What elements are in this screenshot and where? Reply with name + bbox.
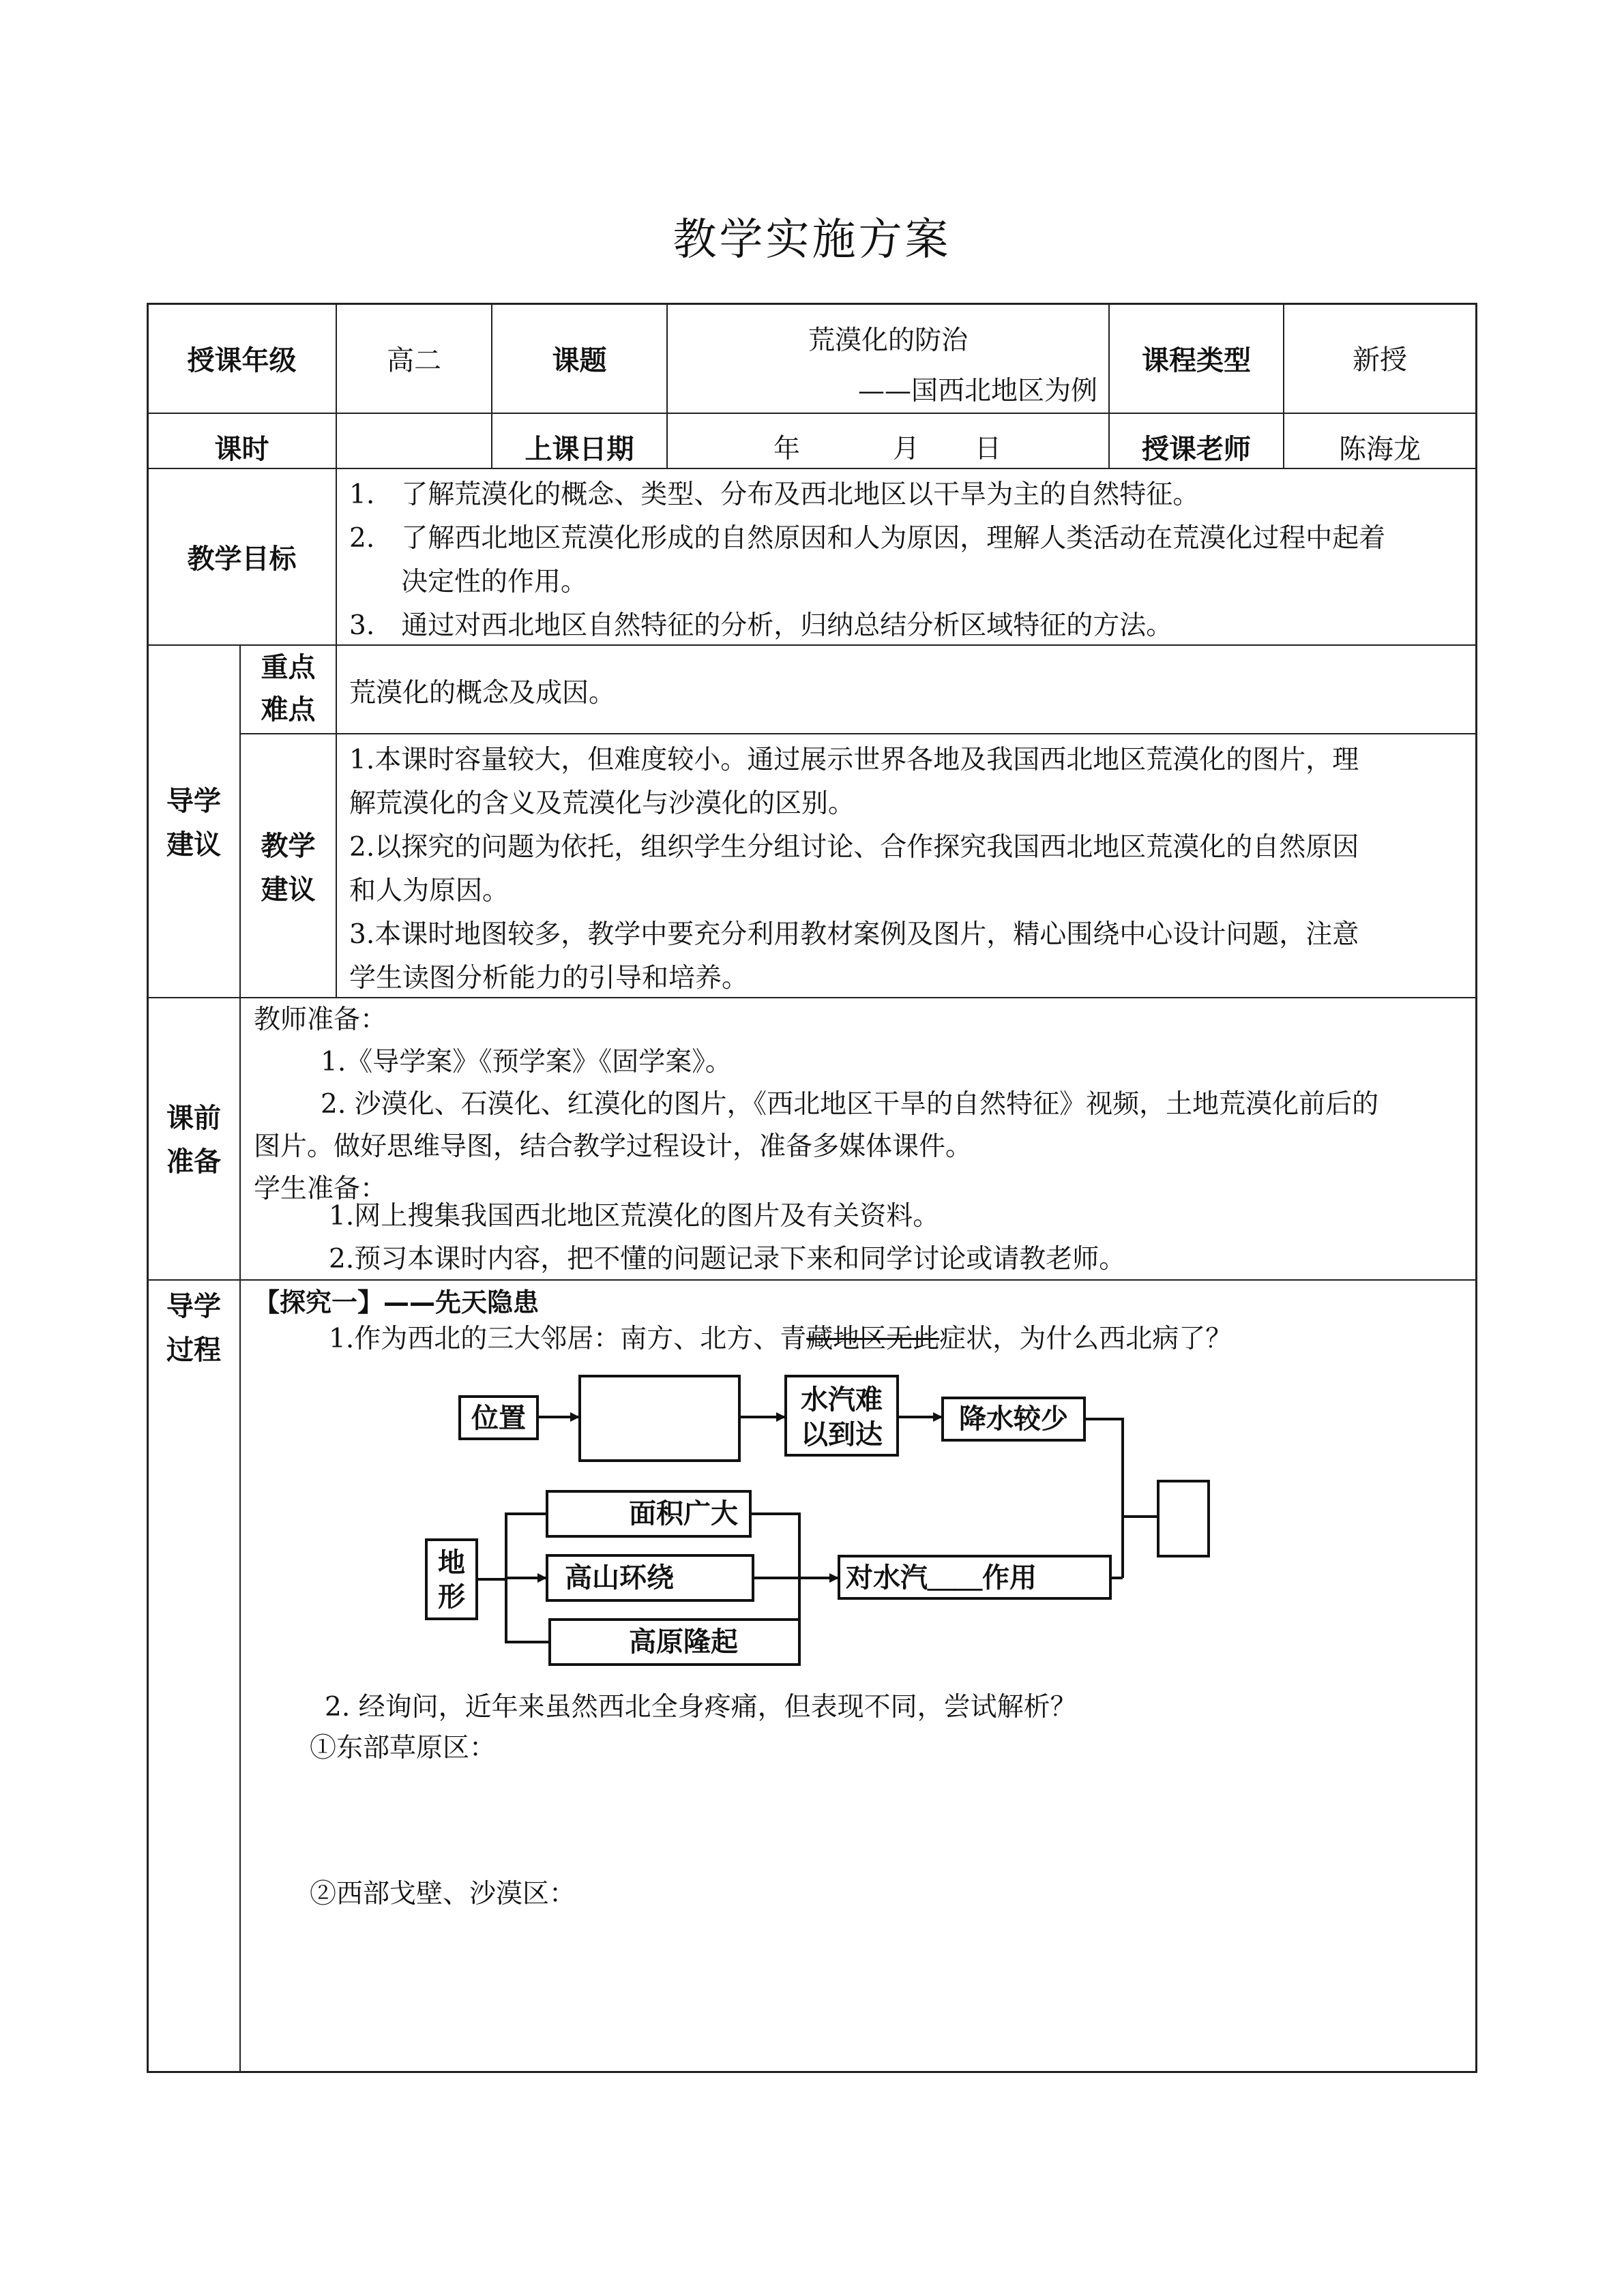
question-1-part1: 1.作为西北的三大邻居：南方、北方、青 bbox=[329, 1324, 807, 1354]
vapor-label-line2: 以到达 bbox=[801, 1419, 883, 1450]
topic-line2: ——国西北地区为例 bbox=[857, 376, 1097, 406]
teach-line-1: 1.本课时容量较大，但难度较小。通过展示世界各地及我国西北地区荒漠化的图片，理 bbox=[349, 745, 1359, 775]
process-label-line1: 导学 bbox=[166, 1291, 221, 1322]
teach-line-4: 和人为原因。 bbox=[349, 876, 510, 906]
date-label: 上课日期 bbox=[525, 434, 634, 465]
question-1-struck: 藏地区无此 bbox=[806, 1324, 940, 1354]
key-points-text: 荒漠化的概念及成因。 bbox=[349, 678, 616, 709]
mountains-label: 高山环绕 bbox=[565, 1562, 674, 1594]
prep-label-line1: 课前 bbox=[166, 1103, 221, 1134]
blank-answer-box bbox=[580, 1376, 739, 1461]
west-desert-prompt: ②西部戈壁、沙漠区： bbox=[310, 1879, 576, 1909]
date-year: 年 bbox=[773, 434, 801, 464]
key-label-line2: 难点 bbox=[261, 694, 316, 726]
type-value: 新授 bbox=[1353, 344, 1407, 376]
effect-part2: 作用 bbox=[982, 1562, 1037, 1594]
prep-line-5: 学生准备： bbox=[254, 1174, 387, 1204]
teach-line-2: 解荒漠化的含义及荒漠化与沙漠化的区别。 bbox=[349, 788, 855, 819]
prep-line-3: 2. 沙漠化、石漠化、红漠化的图片，《西北地区干旱的自然特征》视频，土地荒漠化前后的 bbox=[321, 1089, 1379, 1120]
effect-label bbox=[846, 1562, 1037, 1594]
effect-part1: 对水汽 bbox=[846, 1562, 928, 1594]
east-grassland-prompt: ①东部草原区： bbox=[310, 1733, 497, 1763]
prep-line-6: 1.网上搜集我国西北地区荒漠化的图片及有关资料。 bbox=[329, 1201, 940, 1232]
key-label-line1: 重点 bbox=[261, 652, 316, 683]
guidance-label-line1: 导学 bbox=[166, 786, 221, 817]
teach-line-3: 2.以探究的问题为依托，组织学生分组讨论、合作探究我国西北地区荒漠化的自然原因 bbox=[349, 832, 1359, 863]
inquiry-title: 【探究一】——先天隐患 bbox=[254, 1287, 540, 1317]
prep-label-line2: 准备 bbox=[166, 1146, 221, 1178]
objective-item-3: 3. 通过对西北地区自然特征的分析，归纳总结分析区域特征的方法。 bbox=[349, 610, 1173, 641]
teach-line-5: 3.本课时地图较多，教学中要充分利用教材案例及图片，精心围绕中心设计问题，注意 bbox=[349, 919, 1359, 950]
plateau-label: 高原隆起 bbox=[629, 1626, 738, 1658]
effect-blank: ＿＿ bbox=[928, 1562, 982, 1594]
grade-value: 高二 bbox=[387, 345, 441, 376]
type-label: 课程类型 bbox=[1142, 345, 1251, 376]
terrain-label-line2: 形 bbox=[438, 1581, 465, 1613]
objective-item-2: 2. 了解西北地区荒漠化形成的自然原因和人为原因，理解人类活动在荒漠化过程中起着 bbox=[349, 523, 1386, 554]
teacher-label: 授课老师 bbox=[1142, 434, 1251, 465]
objective-item-1: 1. 了解荒漠化的概念、类型、分布及西北地区以干旱为主的自然特征。 bbox=[349, 479, 1200, 510]
objectives-label: 教学目标 bbox=[187, 543, 297, 575]
period-label: 课时 bbox=[214, 434, 269, 465]
area-label: 面积广大 bbox=[629, 1498, 738, 1530]
topic-line1: 荒漠化的防治 bbox=[808, 325, 968, 356]
teach-label-line2: 建议 bbox=[261, 874, 316, 906]
prep-line-7: 2.预习本课时内容，把不懂的问题记录下来和同学讨论或请教老师。 bbox=[329, 1244, 1126, 1274]
vapor-label-line1: 水汽难 bbox=[801, 1384, 883, 1416]
result-blank-box bbox=[1158, 1481, 1209, 1556]
objective-item-2-cont: 决定性的作用。 bbox=[401, 567, 588, 597]
date-day: 日 bbox=[975, 434, 1002, 464]
process-label-line2: 过程 bbox=[166, 1335, 221, 1366]
prep-line-1: 教师准备： bbox=[254, 1004, 387, 1035]
connector-rain-result bbox=[1084, 1419, 1157, 1517]
question-1-part2: 症状，为什么西北病了？ bbox=[939, 1324, 1232, 1354]
question-2: 2. 经询问，近年来虽然西北全身疼痛，但表现不同，尝试解析？ bbox=[325, 1692, 1077, 1723]
terrain-label-line1: 地 bbox=[438, 1547, 465, 1579]
guidance-label-line2: 建议 bbox=[166, 829, 221, 861]
page-title: 教学实施方案 bbox=[673, 215, 951, 265]
teacher-value: 陈海龙 bbox=[1339, 434, 1421, 465]
position-label: 位置 bbox=[471, 1403, 526, 1434]
prep-line-4: 图片。做好思维导图，结合教学过程设计，准备多媒体课件。 bbox=[254, 1131, 973, 1162]
teach-label-line1: 教学 bbox=[261, 831, 316, 862]
date-month: 月 bbox=[893, 434, 920, 464]
prep-line-2: 1.《导学案》《预学案》《固学案》。 bbox=[321, 1047, 732, 1077]
topic-label: 课题 bbox=[552, 345, 607, 376]
teach-line-6: 学生读图分析能力的引导和培养。 bbox=[349, 963, 749, 994]
grade-label: 授课年级 bbox=[187, 345, 297, 376]
less-rain-label: 降水较少 bbox=[959, 1403, 1068, 1435]
